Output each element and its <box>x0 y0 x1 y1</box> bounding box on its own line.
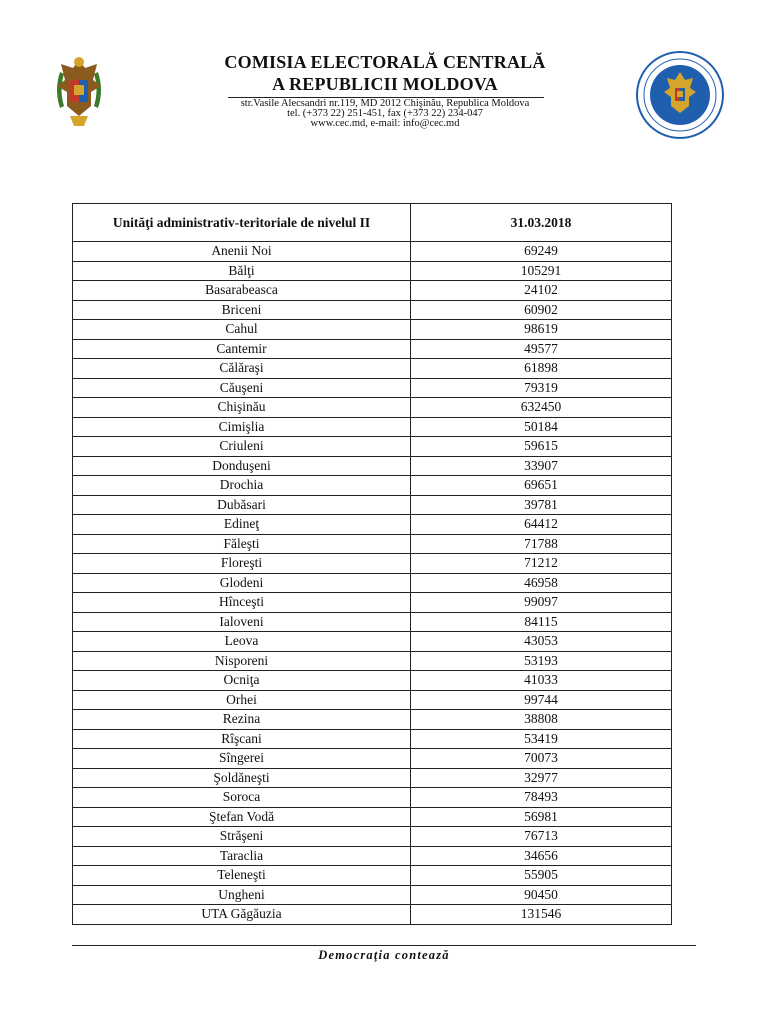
table-row <box>73 632 672 652</box>
footer-divider <box>72 945 696 946</box>
voter-count-cell: 76713 <box>411 827 672 847</box>
table-row <box>73 242 672 262</box>
unit-name-cell: Făleşti <box>73 534 411 554</box>
voter-count-cell: 64412 <box>411 515 672 535</box>
unit-name-cell: Cimişlia <box>73 417 411 437</box>
unit-name-cell: Cahul <box>73 320 411 340</box>
voter-count-cell: 69651 <box>411 476 672 496</box>
unit-name-cell: Ungheni <box>73 885 411 905</box>
unit-name-cell: Donduşeni <box>73 456 411 476</box>
table-row <box>73 768 672 788</box>
voter-count-cell: 50184 <box>411 417 672 437</box>
coat-of-arms-icon <box>50 50 108 132</box>
footer-motto: Democraţia contează <box>318 948 450 962</box>
unit-name-cell: Sîngerei <box>73 749 411 769</box>
table-row <box>73 651 672 671</box>
table-row <box>73 729 672 749</box>
voter-count-cell: 41033 <box>411 671 672 691</box>
header-title-line1: COMISIA ELECTORALĂ CENTRALĂ <box>224 52 546 72</box>
voter-count-cell: 79319 <box>411 378 672 398</box>
cec-seal-icon <box>635 50 725 140</box>
table-row <box>73 515 672 535</box>
table-body <box>73 242 672 925</box>
voter-count-cell: 53193 <box>411 651 672 671</box>
voter-count-cell: 632450 <box>411 398 672 418</box>
voter-count-cell: 90450 <box>411 885 672 905</box>
voter-count-cell: 49577 <box>411 339 672 359</box>
voter-count-cell: 69249 <box>411 242 672 262</box>
unit-name-cell: Rezina <box>73 710 411 730</box>
table-row <box>73 827 672 847</box>
table-row <box>73 417 672 437</box>
table-row <box>73 593 672 613</box>
table-row <box>73 885 672 905</box>
unit-name-cell: Glodeni <box>73 573 411 593</box>
unit-name-cell: Bălţi <box>73 261 411 281</box>
table-row <box>73 476 672 496</box>
voter-count-cell: 55905 <box>411 866 672 886</box>
table-row <box>73 788 672 808</box>
unit-name-cell: Cantemir <box>73 339 411 359</box>
voter-count-cell: 39781 <box>411 495 672 515</box>
table-row <box>73 320 672 340</box>
voter-count-cell: 60902 <box>411 300 672 320</box>
unit-name-cell: Leova <box>73 632 411 652</box>
unit-name-cell: Chişinău <box>73 398 411 418</box>
voter-count-cell: 71788 <box>411 534 672 554</box>
voter-count-cell: 38808 <box>411 710 672 730</box>
table-row <box>73 300 672 320</box>
table-row <box>73 807 672 827</box>
unit-name-cell: Criuleni <box>73 437 411 457</box>
table-row <box>73 261 672 281</box>
voter-count-cell: 98619 <box>411 320 672 340</box>
unit-name-cell: Orhei <box>73 690 411 710</box>
table-row <box>73 339 672 359</box>
table-row <box>73 749 672 769</box>
table-row <box>73 456 672 476</box>
voter-count-cell: 99744 <box>411 690 672 710</box>
table-row <box>73 846 672 866</box>
column-header-unit: Unităţi administrativ-teritoriale de nivelul II <box>73 204 411 242</box>
voter-count-cell: 131546 <box>411 905 672 925</box>
unit-name-cell: Teleneşti <box>73 866 411 886</box>
unit-name-cell: Soroca <box>73 788 411 808</box>
voter-count-cell: 46958 <box>411 573 672 593</box>
unit-name-cell: Drochia <box>73 476 411 496</box>
unit-name-cell: Ocniţa <box>73 671 411 691</box>
voter-count-cell: 84115 <box>411 612 672 632</box>
voter-count-cell: 43053 <box>411 632 672 652</box>
voter-count-cell: 99097 <box>411 593 672 613</box>
web-line: www.cec.md, e-mail: info@cec.md <box>310 118 460 129</box>
unit-name-cell: Nisporeni <box>73 651 411 671</box>
voter-count-cell: 61898 <box>411 359 672 379</box>
unit-name-cell: Ialoveni <box>73 612 411 632</box>
voter-count-cell: 32977 <box>411 768 672 788</box>
header-title-line2: A REPUBLICII MOLDOVA <box>272 74 498 94</box>
table-row <box>73 398 672 418</box>
column-header-date: 31.03.2018 <box>411 204 672 242</box>
unit-name-cell: Rîşcani <box>73 729 411 749</box>
table-header-row <box>73 204 672 242</box>
address-line: str.Vasile Alecsandri nr.119, MD 2012 Chişinău, Republica Moldova <box>240 98 530 109</box>
table-row <box>73 866 672 886</box>
voter-count-cell: 56981 <box>411 807 672 827</box>
table-row <box>73 437 672 457</box>
unit-name-cell: Şoldăneşti <box>73 768 411 788</box>
voter-count-cell: 71212 <box>411 554 672 574</box>
table-row <box>73 554 672 574</box>
voters-table <box>72 203 672 925</box>
unit-name-cell: Taraclia <box>73 846 411 866</box>
voter-count-cell: 53419 <box>411 729 672 749</box>
unit-name-cell: Străşeni <box>73 827 411 847</box>
table-row <box>73 281 672 301</box>
unit-name-cell: Ştefan Vodă <box>73 807 411 827</box>
voter-count-cell: 33907 <box>411 456 672 476</box>
table-row <box>73 495 672 515</box>
voter-count-cell: 78493 <box>411 788 672 808</box>
voter-count-cell: 34656 <box>411 846 672 866</box>
unit-name-cell: Dubăsari <box>73 495 411 515</box>
voter-count-cell: 24102 <box>411 281 672 301</box>
unit-name-cell: Floreşti <box>73 554 411 574</box>
unit-name-cell: Căuşeni <box>73 378 411 398</box>
unit-name-cell: Hînceşti <box>73 593 411 613</box>
unit-name-cell: Briceni <box>73 300 411 320</box>
unit-name-cell: Anenii Noi <box>73 242 411 262</box>
voter-count-cell: 105291 <box>411 261 672 281</box>
table-row <box>73 573 672 593</box>
unit-name-cell: UTA Găgăuzia <box>73 905 411 925</box>
voter-count-cell: 59615 <box>411 437 672 457</box>
table-row <box>73 359 672 379</box>
phone-line: tel. (+373 22) 251-451, fax (+373 22) 234-047 <box>287 108 483 119</box>
unit-name-cell: Edineţ <box>73 515 411 535</box>
voter-count-cell: 70073 <box>411 749 672 769</box>
table-row <box>73 710 672 730</box>
table-row <box>73 905 672 925</box>
table-row <box>73 534 672 554</box>
table-row <box>73 378 672 398</box>
table-row <box>73 690 672 710</box>
unit-name-cell: Basarabeasca <box>73 281 411 301</box>
table-row <box>73 612 672 632</box>
unit-name-cell: Călăraşi <box>73 359 411 379</box>
table-row <box>73 671 672 691</box>
